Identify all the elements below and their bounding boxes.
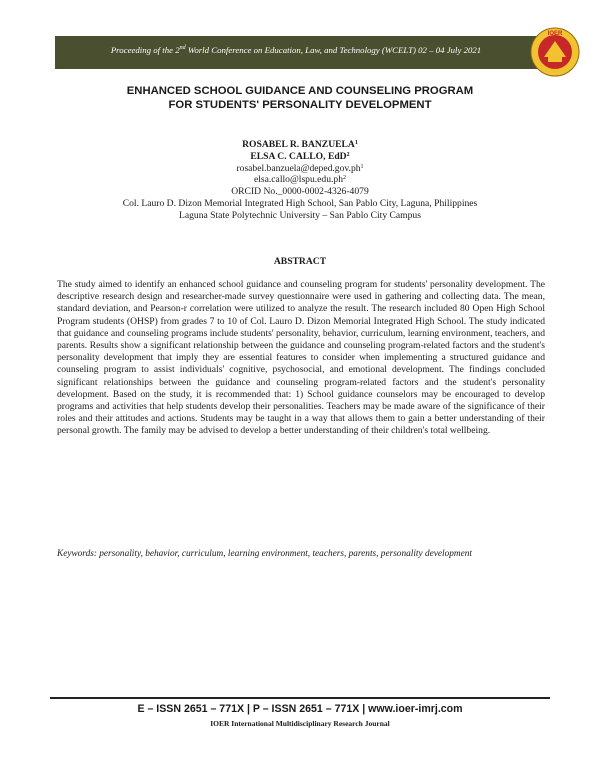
title-line-2: FOR STUDENTS' PERSONALITY DEVELOPMENT bbox=[168, 99, 432, 111]
email-1: $rosabel.banzuela@deped.gov.ph^1$ bbox=[236, 162, 364, 174]
orcid: ORCID No._0000-0002-4326-4079 bbox=[231, 186, 369, 198]
footer-divider bbox=[50, 697, 550, 699]
footer-journal: IOER International Multidisciplinary Research Journal bbox=[210, 719, 390, 728]
author-1: ROSABEL R. BANZUELA$^1$ bbox=[242, 139, 358, 150]
abstract-body: The study aimed to identify an enhanced school guidance and counseling program for students' personality development. The descriptive research design and researcher-made survey questionnaire were used in gathering and collecting data. The mean, standard deviation, and Pearson-r correlation were utilized to analyze the result. The research included 80 Open High School Program students (OHSP) from grades 7 to 10 of Col. Lauro D. Dizon Memorial Integrated High School. The study indicated that guidance and counseling programs include students' personality, behavior, curriculum, learning environment, teachers, and parents. Results show a significant relationship between the guidance and counseling program-related factors and the student's personality development that imply they are essential features to consider when implementing a structured guidance and counseling program to assist individuals' cognitive, psychosocial, and emotional development. The findings concluded significant relationships between the guidance and counseling program-related factors and the student's personality development. Based on the study, it is recommended that: 1) School guidance counselors may be encouraged to develop programs and activities that help students develop their personalities. Teachers may be made aware of the significance of their roles and their attitudes and actions. Students may be taught in a way that allows them to gain a better understanding of their personal growth. The family may be advised to develop a better understanding of their children's total wellbeing. bbox=[57, 279, 545, 437]
svg-text:IOER: IOER bbox=[547, 31, 563, 37]
affiliation-1: Col. Lauro D. Dizon Memorial Integrated High School, San Pablo City, Laguna, Philippines bbox=[122, 197, 478, 209]
author-2: ELSA C. CALLO, EdD$^2$ bbox=[250, 150, 350, 162]
footer-issn: E – ISSN 2651 – 771X | P – ISSN 2651 – 771X | www.ioer-imrj.com bbox=[137, 703, 463, 715]
email-2: $elsa.callo@lspu.edu.ph^2$ bbox=[253, 174, 347, 186]
author-block bbox=[40, 139, 560, 222]
title-line-1: ENHANCED SCHOOL GUIDANCE AND COUNSELING PROGRAM bbox=[126, 85, 474, 97]
paper-title bbox=[60, 84, 540, 112]
affiliation-2: Laguna State Polytechnic University – San Pablo City Campus bbox=[179, 209, 421, 221]
abstract-heading: ABSTRACT bbox=[273, 256, 327, 267]
proceeding-text: Proceeding of the 2nd World Conference on Education, Law, and Technology (WCELT) 02 – 04 July 2021 bbox=[110, 45, 482, 55]
keywords: Keywords: personality, behavior, curriculum, learning environment, teachers, parents, personality development bbox=[57, 549, 472, 559]
ioer-seal-logo bbox=[530, 27, 580, 77]
